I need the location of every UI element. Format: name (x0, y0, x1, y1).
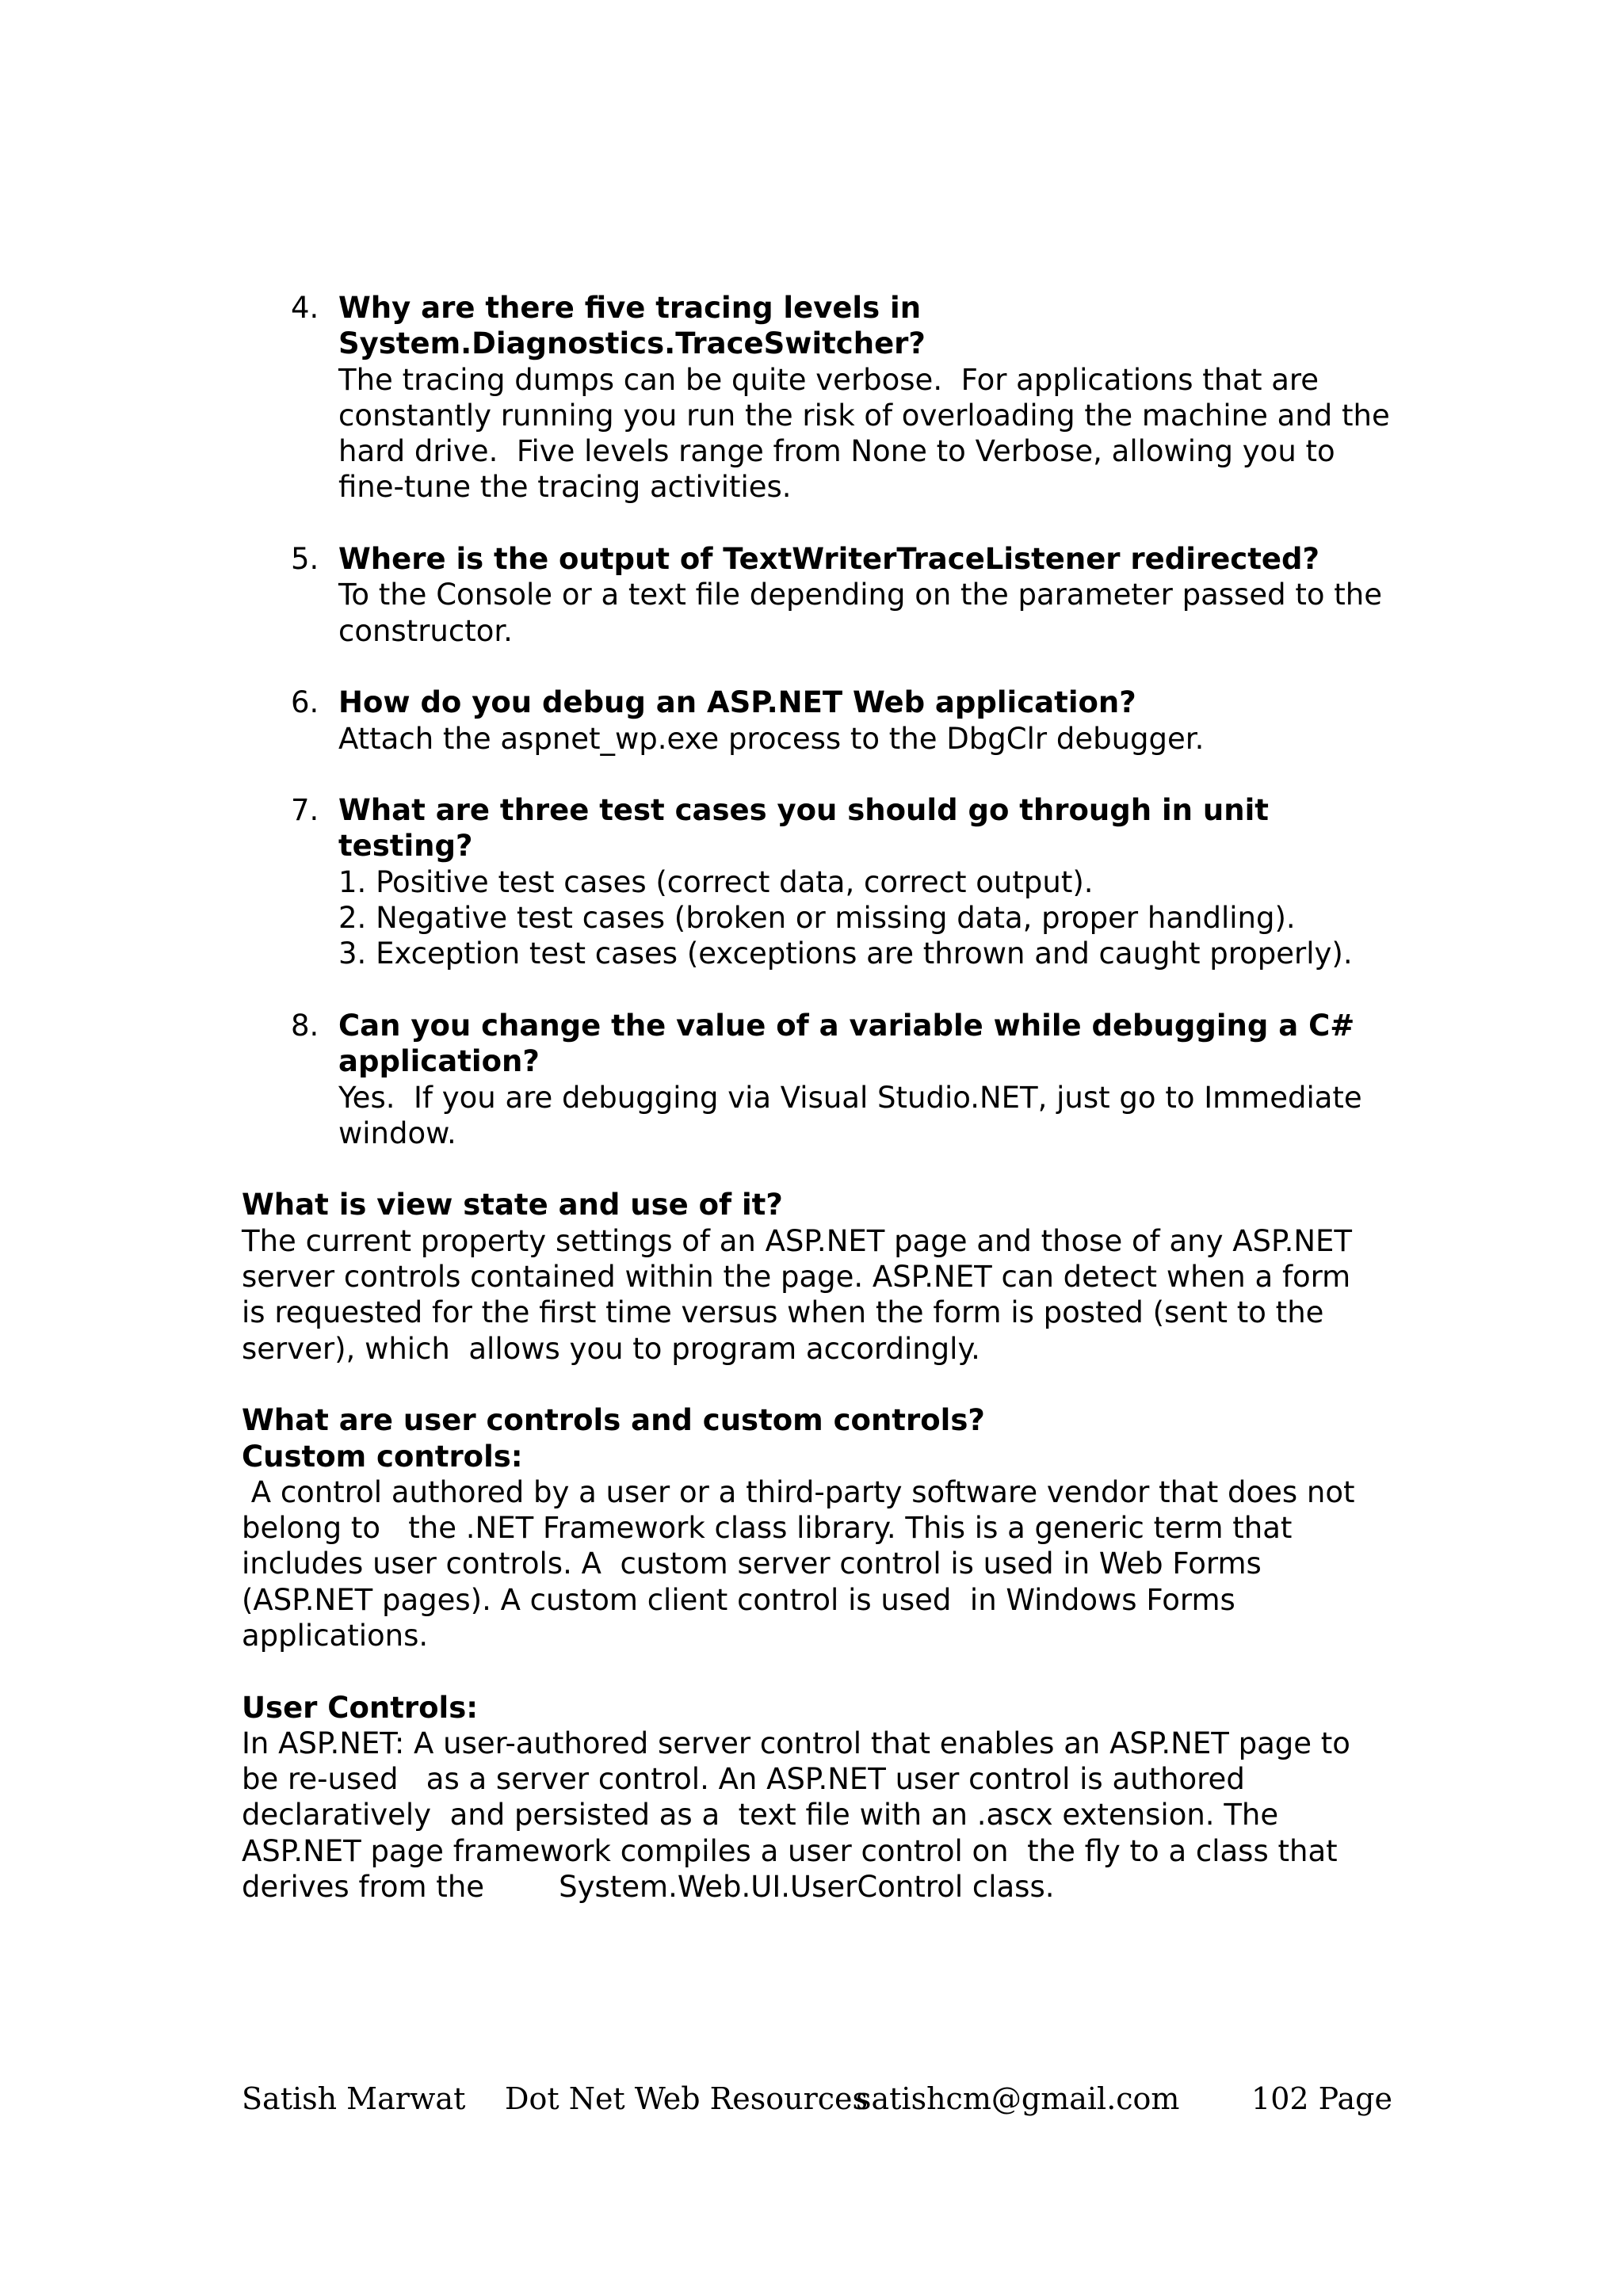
paragraph-line: derives from the System.Web.UI.UserControl class. (242, 1870, 1055, 1905)
section-heading: What is view state and use of it? (242, 1188, 783, 1222)
answer-line: Attach the aspnet_wp.exe process to the DbgClr debugger. (338, 721, 1205, 756)
answer-line: 1. Positive test cases (correct data, correct output). (338, 864, 1094, 899)
user-controls-section (242, 1690, 1407, 1905)
question-title: Where is the output of TextWriterTraceListener redirected? (338, 542, 1319, 577)
question-item (242, 290, 1407, 505)
footer-site-name: Dot Net Web Resources (505, 2081, 869, 2116)
answer-line: constantly running you run the risk of overloading the machine and the (338, 398, 1390, 433)
question-number: 4. (291, 291, 319, 325)
view-state-section (242, 1187, 1407, 1366)
paragraph-line: In ASP.NET: A user-authored server control that enables an ASP.NET page to (242, 1726, 1350, 1760)
question-item (242, 685, 1407, 757)
question-title: Why are there five tracing levels in (338, 291, 922, 325)
answer-line: fine-tune the tracing activities. (338, 470, 792, 505)
subsection-heading: User Controls: (242, 1690, 479, 1725)
paragraph-line: server controls contained within the page. ASP.NET can detect when a form (242, 1260, 1351, 1295)
footer-email: satishcm@gmail.com (856, 2081, 1180, 2116)
answer-line: 3. Exception test cases (exceptions are thrown and caught properly). (338, 936, 1353, 971)
question-item (242, 541, 1407, 649)
page-footer (242, 2079, 1392, 2119)
page-content (242, 290, 1407, 1941)
paragraph-line: The current property settings of an ASP.NET page and those of any ASP.NET (242, 1223, 1353, 1258)
paragraph-line: A control authored by a user or a third-party software vendor that does not (242, 1474, 1355, 1509)
paragraph-line: applications. (242, 1618, 429, 1653)
answer-line: 2. Negative test cases (broken or missing data, proper handling). (338, 901, 1296, 936)
question-item (242, 792, 1407, 971)
question-item (242, 1008, 1407, 1151)
subsection-heading: Custom controls: (242, 1439, 523, 1474)
question-title: testing? (338, 829, 473, 864)
footer-author: Satish Marwat (242, 2081, 466, 2116)
paragraph-line: server), which allows you to program accordingly. (242, 1331, 980, 1366)
answer-line: window. (338, 1116, 456, 1150)
answer-line: To the Console or a text file depending on the parameter passed to the (338, 578, 1382, 612)
paragraph-line: belong to the .NET Framework class library. This is a generic term that (242, 1511, 1293, 1546)
question-number: 6. (291, 685, 319, 720)
section-heading: What are user controls and custom controls? (242, 1403, 985, 1438)
paragraph-line: is requested for the first time versus when the form is posted (sent to the (242, 1295, 1324, 1330)
question-title: application? (338, 1044, 540, 1079)
question-number: 5. (291, 542, 319, 577)
answer-line: Yes. If you are debugging via Visual Studio.NET, just go to Immediate (338, 1080, 1362, 1115)
answer-line: constructor. (338, 613, 513, 648)
footer-page-number: 102 Page (1251, 2081, 1392, 2116)
question-title: System.Diagnostics.TraceSwitcher? (338, 326, 926, 361)
paragraph-line: includes user controls. A custom server control is used in Web Forms (242, 1547, 1262, 1581)
question-title: Can you change the value of a variable while debugging a C# (338, 1008, 1355, 1043)
paragraph-line: ASP.NET page framework compiles a user control on the fly to a class that (242, 1833, 1338, 1868)
paragraph-line: be re-used as a server control. An ASP.NET user control is authored (242, 1762, 1245, 1797)
answer-line: hard drive. Five levels range from None to Verbose, allowing you to (338, 434, 1335, 469)
paragraph-line: (ASP.NET pages). A custom client control is used in Windows Forms (242, 1582, 1235, 1617)
question-title: What are three test cases you should go through in unit (338, 793, 1269, 828)
answer-line: The tracing dumps can be quite verbose. For applications that are (338, 362, 1319, 397)
question-title: How do you debug an ASP.NET Web application? (338, 685, 1136, 720)
question-number: 8. (291, 1008, 319, 1043)
custom-controls-section (242, 1402, 1407, 1653)
question-number: 7. (291, 793, 319, 828)
paragraph-line: declaratively and persisted as a text file with an .ascx extension. The (242, 1798, 1279, 1833)
